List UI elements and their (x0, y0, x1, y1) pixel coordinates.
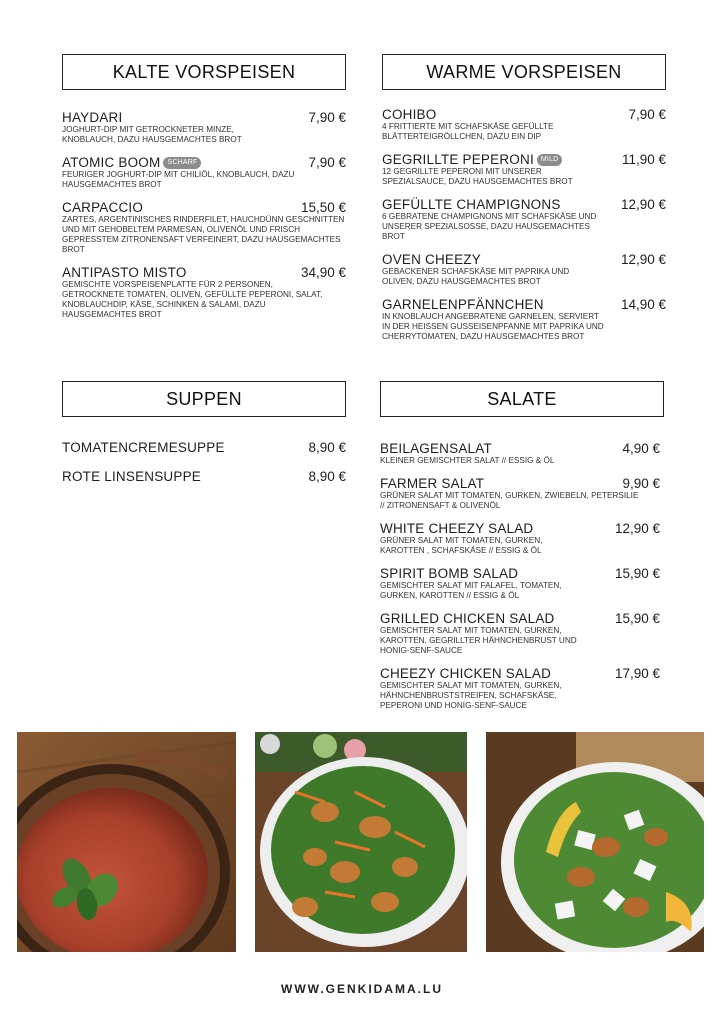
item-price: 4,90 € (622, 441, 660, 456)
item-name: ANTIPASTO MISTO (62, 265, 187, 280)
item-price: 8,90 € (308, 469, 346, 484)
menu-item (62, 265, 346, 320)
item-price: 15,90 € (614, 611, 660, 626)
spicy-badge: SCHARF (163, 157, 201, 169)
item-description: FEURIGER JOGHURT-DIP MIT CHILIÖL, KNOBLAUCH, DAZU HAUSGEMACHTES BROT (62, 170, 295, 189)
section-salate (380, 381, 664, 721)
section-title: SUPPEN (62, 381, 346, 417)
menu-item (62, 200, 346, 255)
item-description: GEMISCHTE VORSPEISENPLATTE FÜR 2 PERSONEN, GETROCKNETE TOMATEN, OLIVEN, GEFÜLLTE PEPERONI, SALAT, KNOBLAUCHDIP, KÄSE, SCHINKEN & SALAMI, DAZU HAUSGEMACHTES BROT (62, 280, 323, 319)
item-name: BEILAGENSALAT (380, 441, 492, 456)
item-price: 15,90 € (614, 566, 660, 581)
menu-item (382, 107, 666, 142)
item-price: 7,90 € (628, 107, 666, 122)
item-price: 12,90 € (614, 521, 660, 536)
menu-item (380, 441, 660, 466)
item-name: COHIBO (382, 107, 437, 122)
item-description: GEMISCHTER SALAT MIT FALAFEL, TOMATEN, GURKEN, KAROTTEN // ESSIG & ÖL (380, 581, 562, 600)
section-kalte-vorspeisen (62, 54, 346, 330)
item-price: 9,90 € (622, 476, 660, 491)
mild-badge: MILD (537, 154, 563, 166)
menu-item (380, 566, 660, 601)
item-price: 7,90 € (308, 110, 346, 125)
item-description: 4 FRITTIERTE MIT SCHAFSKÄSE GEFÜLLTE BLÄTTERTEIGRÖLLCHEN, DAZU EIN DIP (382, 122, 554, 141)
menu-item (380, 666, 660, 711)
item-price: 34,90 € (300, 265, 346, 280)
photo-chicken-salad (255, 732, 467, 952)
item-name: ROTE LINSENSUPPE (62, 469, 201, 484)
section-warme-vorspeisen (382, 54, 666, 352)
item-description: IN KNOBLAUCH ANGEBRATENE GARNELEN, SERVIERT IN DER HEISSEN GUSSEISENPFANNE MIT PAPRIKA UND CHERRYTOMATEN, DAZU HAUSGEMACHTES BROT (382, 312, 604, 341)
item-description: GEBACKENER SCHAFSKÄSE MIT PAPRIKA UND OLIVEN, DAZU HAUSGEMACHTES BROT (382, 267, 570, 286)
item-name: CARPACCIO (62, 200, 144, 215)
menu-item (382, 252, 666, 287)
item-name: GEGRILLTE PEPERONI (382, 152, 534, 167)
menu-item (382, 297, 666, 342)
section-title: SALATE (380, 381, 664, 417)
item-price: 12,90 € (620, 252, 666, 267)
menu-item (380, 611, 660, 656)
section-title: WARME VORSPEISEN (382, 54, 666, 90)
item-name: GRILLED CHICKEN SALAD (380, 611, 555, 626)
menu-item (380, 476, 660, 511)
item-description: JOGHURT-DIP MIT GETROCKNETER MINZE, KNOBLAUCH, DAZU HAUSGEMACHTES BROT (62, 125, 242, 144)
item-name: ATOMIC BOOM (62, 155, 161, 170)
item-description: 12 GEGRILLTE PEPERONI MIT UNSERER SPEZIALSAUCE, DAZU HAUSGEMACHTES BROT (382, 167, 573, 186)
item-name: GEFÜLLTE CHAMPIGNONS (382, 197, 561, 212)
cheezy-salad-image (486, 732, 704, 952)
item-name: GARNELENPFÄNNCHEN (382, 297, 544, 312)
item-price: 8,90 € (308, 440, 346, 455)
item-name: HAYDARI (62, 110, 123, 125)
website-url[interactable]: WWW.GENKIDAMA.LU (281, 982, 443, 996)
item-price: 7,90 € (308, 155, 346, 170)
section-title: KALTE VORSPEISEN (62, 54, 346, 90)
item-name: SPIRIT BOMB SALAD (380, 566, 519, 581)
item-description: GEMISCHTER SALAT MIT TOMATEN, GURKEN, KAROTTEN, GEGRILLTER HÄHNCHENBRUST UND HONIG-SENF-SAUCE (380, 626, 577, 655)
item-description: ZARTES, ARGENTINISCHES RINDERFILET, HAUCHDÜNN GESCHNITTEN UND MIT GEHOBELTEM PARMESAN, OLIVENÖL UND FRISCH GEPRESSTEM ZITRONENSAFT VERFEINERT, DAZU HAUSGEMACHTES BROT (62, 215, 345, 254)
tomato-soup-image (17, 732, 236, 952)
menu-item (62, 110, 346, 145)
item-price: 11,90 € (621, 152, 666, 167)
item-price: 12,90 € (620, 197, 666, 212)
menu-item (382, 197, 666, 242)
item-name: TOMATENCREMESUPPE (62, 440, 225, 455)
photo-tomato-soup (17, 732, 236, 952)
menu-item (62, 469, 346, 484)
photo-cheezy-salad (486, 732, 704, 952)
item-name: FARMER SALAT (380, 476, 485, 491)
item-description: GEMISCHTER SALAT MIT TOMATEN, GURKEN, HÄHNCHENBRUSTSTREIFEN, SCHAFSKÄSE, PEPERONI UND HONIG-SENF-SAUCE (380, 681, 562, 710)
item-name: WHITE CHEEZY SALAD (380, 521, 534, 536)
item-description: GRÜNER SALAT MIT TOMATEN, GURKEN, ZWIEBELN, PETERSILIE // ZITRONENSAFT & OLIVENÖL (380, 491, 639, 510)
section-suppen (62, 381, 346, 494)
item-description: 6 GEBRATENE CHAMPIGNONS MIT SCHAFSKÄSE UND UNSERER SPEZIALSOSSE, DAZU HAUSGEMACHTES BROT (382, 212, 597, 241)
item-description: KLEINER GEMISCHTER SALAT // ESSIG & ÖL (380, 456, 555, 465)
item-price: 14,90 € (620, 297, 666, 312)
menu-item (382, 152, 666, 187)
menu-item (62, 440, 346, 455)
chicken-salad-image (255, 732, 467, 952)
menu-item (380, 521, 660, 556)
item-price: 15,50 € (300, 200, 346, 215)
item-price: 17,90 € (614, 666, 660, 681)
item-name: CHEEZY CHICKEN SALAD (380, 666, 552, 681)
item-description: GRÜNER SALAT MIT TOMATEN, GURKEN, KAROTTEN , SCHAFSKÄSE // ESSIG & ÖL (380, 536, 543, 555)
menu-item (62, 155, 346, 190)
item-name: OVEN CHEEZY (382, 252, 481, 267)
